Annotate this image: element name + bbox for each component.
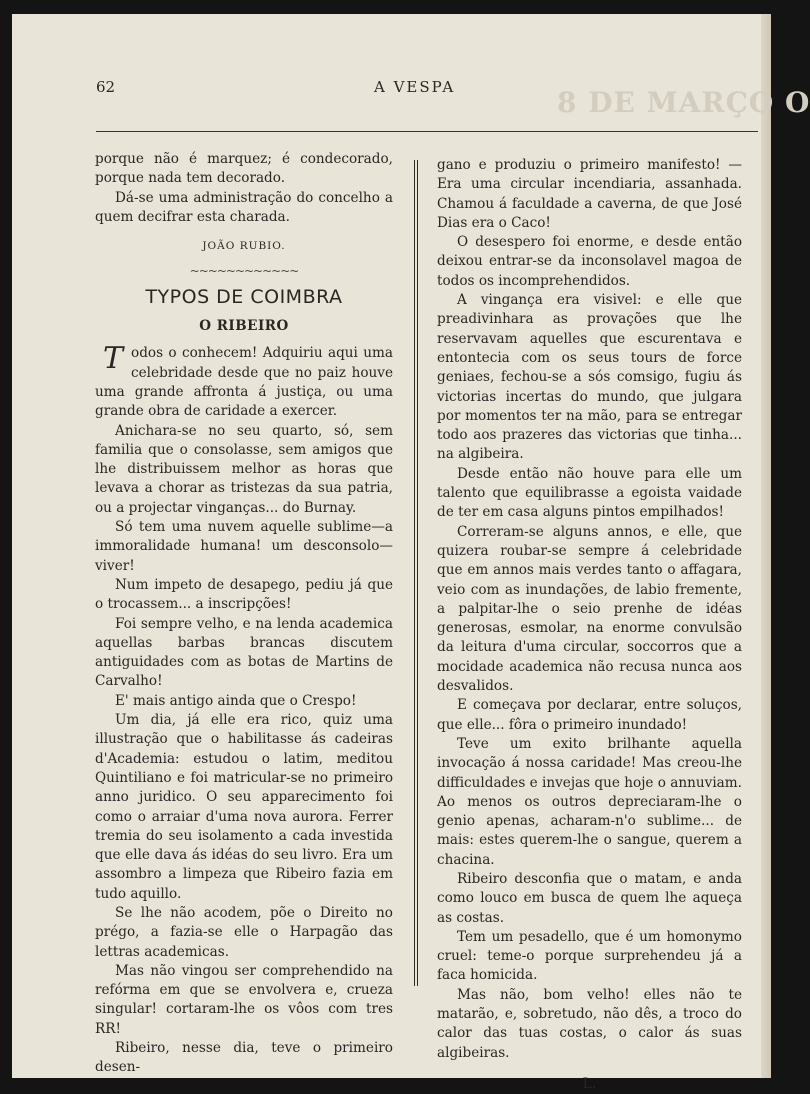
article-paragraph: Todos o conhecem! Adquiriu aqui uma celebridade desde que no paiz houve uma grande affronta á justiça, ou uma grande obra de caridade a exercer. — [95, 341, 393, 420]
article-paragraph: Teve um exito brilhante aquella invocação á nossa caridade! Mas creou-lhe difficuldades e invejas que hoje o annuviam. Ao menos os outros depreciaram-lhe o genio apenas, acharam-n'o sublime... de mais: estes querem-lhe o sangue, querem a chacina. — [437, 735, 742, 868]
continuation-paragraph: porque não é marquez; é condecorado, porque nada tem decorado. — [95, 151, 393, 187]
article-paragraph: Num impeto de desapego, pediu já que o trocassem... a inscripções! — [95, 576, 393, 613]
article-paragraph: Anichara-se no seu quarto, só, sem familia que o consolasse, sem amigos que lhe distribuissem melhor as horas que levava a chorar as tristezas da sua patria, ou a projectar vinganças... do Burnay. — [95, 422, 393, 516]
article-paragraph: A vingança era visivel: e elle que preadivinhara as provações que lhe reservavam aquelles que escurentava e entontecia com os seus tours de force geniaes, fechou-se a sós comsigo, fugiu ás victorias incertas do mundo, que julgara por momentos ter na mão, para se entregar todo aos prazeres das victorias que tinha... na algibeira. — [437, 292, 742, 463]
column-rule — [414, 160, 418, 986]
article-paragraph: Ribeiro desconfia que o matam, e anda como louco em busca de quem lhe aqueça as costas. — [437, 870, 742, 926]
running-head: A VESPA — [374, 78, 456, 96]
article-paragraph: Um dia, já elle era rico, quiz uma illustração que o habilitasse ás cadeiras d'Academia: estudou o latim, meditou Quintiliano e foi matricular-se no primeiro anno juridico. O seu apparecimento foi como o arraiar d'uma nova aurora. Ferrer tremia do seu isolamento a cada investida que elle dava ás idéas do seu livro. Era um assombro a limpeza que Ribeiro fazia em tudo aquillo. — [95, 712, 393, 902]
article-paragraph: E' mais antigo ainda que o Crespo! — [115, 692, 357, 709]
article-paragraph: E começava por declarar, entre soluços, que elle... fôra o primeiro inundado! — [437, 697, 742, 733]
signature-joao-rubio: JOÃO RUBIO. — [202, 240, 286, 253]
ornament-divider: ~~~~~~~~~~~~ — [189, 264, 299, 279]
article-paragraph: Tem um pesadello, que é um homonymo cruel: teme-o porque surprehendeu já a faca homicida. — [437, 928, 742, 984]
header-rule — [96, 131, 758, 132]
signature-l: L. — [582, 1075, 597, 1092]
newspaper-page — [12, 14, 810, 1092]
article-paragraph: Desde então não houve para elle um talento que equilibrasse a egoista vaidade de ter em casa alguns pintos empilhados! — [437, 465, 742, 521]
article-title: O RIBEIRO — [199, 318, 289, 335]
bleed-through-text: 8 DE MARÇO O — [557, 86, 810, 119]
right-column — [437, 156, 742, 1094]
article-paragraph: O desespero foi enorme, e desde então deixou entrar-se da inconsolavel magoa de todos os incomprehendidos. — [437, 234, 742, 289]
drop-cap: T — [103, 341, 124, 377]
article-paragraph: Só tem uma nuvem aquelle sublime—a immoralidade humana! um desconsolo—viver! — [95, 519, 393, 574]
paragraph-charada: Dá-se uma administração do concelho a quem decifrar esta charada. — [95, 189, 393, 225]
section-title: TYPOS DE COIMBRA — [145, 285, 343, 308]
article-paragraph: gano e produziu o primeiro manifesto! — Era uma circular incendiaria, assanhada. Chamou á faculdade a caverna, de que José Dias era o Caco! — [437, 157, 742, 231]
article-paragraph: Mas não vingou ser comprehendido na refórma em que se envolvera e, crueza singular! cortaram-lhe os vôos com tres RR! — [95, 962, 393, 1037]
left-column — [95, 150, 393, 1078]
page-number: 62 — [96, 78, 116, 96]
article-paragraph: Correram-se alguns annos, e elle, que quizera roubar-se sempre á celebridade que em annos mais verdes tanto o affagara, veio com as inundações, de labio fremente, a palpitar-lhe o seio prenhe de idéas generosas, esmolar, na enorme convulsão da leitura d'uma circular, soccorros que a mocidade academica não recusa nunca aos desvalidos. — [437, 523, 742, 695]
page-spine — [761, 14, 771, 1078]
article-paragraph: Mas não, bom velho! elles não te matarão, e, sobretudo, não dês, a troco do calor das tuas costas, o calor ás suas algibeiras. — [437, 986, 742, 1061]
article-paragraph: Foi sempre velho, e na lenda academica aquellas barbas brancas discutem antiguidades com as botas de Martins de Carvalho! — [95, 615, 393, 690]
article-paragraph: Ribeiro, nesse dia, teve o primeiro desen- — [95, 1040, 393, 1076]
article-paragraph: Se lhe não acodem, põe o Direito no prégo, a fazia-se elle o Harpagão das lettras academicas. — [95, 904, 393, 960]
